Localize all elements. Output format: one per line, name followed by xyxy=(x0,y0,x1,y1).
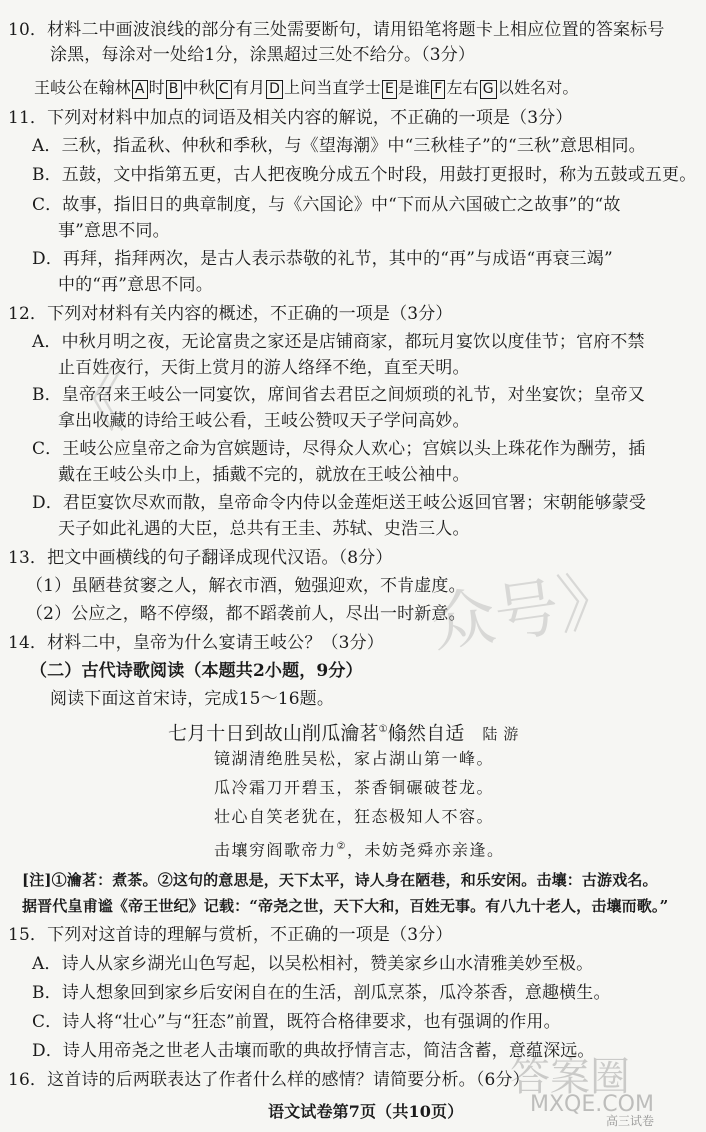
q12-option-a-line2: 止百姓夜行，天街上赏月的游人络绎不绝，直至天明。 xyxy=(58,358,470,378)
q15-option-b: B．诗人想象回到家乡后安闲自在的生活，剖瓜烹茶，瓜冷茶香，意趣横生。 xyxy=(32,983,611,1003)
q12-option-c-line2: 戴在王岐公头巾上，插戴不完的，就放在王岐公袖中。 xyxy=(58,465,470,485)
q12-option-d-line1: D．君臣宴饮尽欢而散，皇帝命令内侍以金莲炬送王岐公返回官署；宋朝能够蒙受 xyxy=(32,493,647,513)
q10-label-box: D xyxy=(266,80,283,99)
q10-line1: 10．材料二中画波浪线的部分有三处需要断句，请用铅笔将题卡上相应位置的答案标号 xyxy=(8,20,665,40)
q10-seg: 有月 xyxy=(232,78,266,97)
q12-option-c-line1: C．王岐公应皇帝之命为宫嫔题诗，尽得众人欢心；宫嫔以头上珠花作为酬劳，插 xyxy=(32,439,646,459)
poem-title-tail: 翛然自适 xyxy=(387,722,465,745)
q10-label-box: G xyxy=(480,80,497,99)
watermark-logo-text: 答案圈 xyxy=(510,1054,630,1100)
watermark-text: 众号》 xyxy=(426,561,628,662)
poem-note-mark-2: ② xyxy=(336,841,347,852)
q13-stem: 13．把文中画横线的句子翻译成现代汉语。（8分） xyxy=(8,548,393,568)
poem-author: 陆游 xyxy=(482,725,525,744)
q11-option-a: A．三秋，指孟秋、仲秋和季秋，与《望海潮》中“三秋桂子”的“三秋”意思相同。 xyxy=(32,136,646,156)
q10-seg: 上问当直学士 xyxy=(284,78,381,97)
q13-item-1: （1）虽陋巷贫窭之人，解衣市酒，勉强迎欢，不肯虚度。 xyxy=(26,576,466,596)
poem-title-main: 七月十日到故山削瓜瀹茗 xyxy=(168,722,379,745)
q13-item-2: （2）公应之，略不停缀，都不蹈袭前人，尽出一时新意。 xyxy=(26,604,466,624)
q12-option-d-line2: 天子如此礼遇的大臣，总共有王圭、苏轼、史浩三人。 xyxy=(58,519,470,539)
poem-line-4 xyxy=(214,835,505,862)
q10-label-box: B xyxy=(166,80,182,99)
q14-stem: 14．材料二中，皇帝为什么宴请王岐公？（3分） xyxy=(8,633,384,653)
q11-option-b: B．五鼓，文中指第五更，古人把夜晚分成五个时段，用鼓打更报时，称为五鼓或五更。 xyxy=(32,165,697,185)
q10-example-sentence xyxy=(34,76,579,100)
q11-option-c-line1: C．故事，指旧日的典章制度，与《六国论》中“下而从六国破亡之故事”的“故 xyxy=(32,195,621,215)
q11-stem: 11．下列对材料中加点的词语及相关内容的解说，不正确的一项是（3分） xyxy=(8,108,573,128)
poem-line-4-part2: ，未妨尧舜亦亲逢。 xyxy=(346,840,505,860)
q12-option-b-line1: B．皇帝召来王岐公一同宴饮，席间省去君臣之间烦琐的礼节，对坐宴饮；皇帝又 xyxy=(32,385,645,405)
q10-label-box: A xyxy=(132,80,148,99)
q10-seg: 左右 xyxy=(446,78,479,97)
watermark-caption: 高三试卷 xyxy=(606,1114,655,1128)
q16-stem: 16．这首诗的后两联表达了作者什么样的感情？请简要分析。（6分） xyxy=(8,1070,530,1090)
annotation-line-2: 据晋代皇甫谧《帝王世纪》记载：“帝尧之世，天下大和，百姓无事。有八九十老人，击壤而歌。” xyxy=(22,897,669,915)
watermark-site: MXQE.COM xyxy=(530,1092,654,1117)
poem-line-4-part1: 击壤穷阎歌帝力 xyxy=(214,840,337,860)
q15-stem: 15．下列对这首诗的理解与赏析，不正确的一项是（3分） xyxy=(8,925,453,945)
q11-option-d-line1: D．再拜，指拜两次，是古人表示恭敬的礼节，其中的“再”与成语“再衰三竭” xyxy=(32,249,613,269)
poem-line-1: 镜湖清绝胜吴松，家占湖山第一峰。 xyxy=(214,749,495,768)
q10-seg: 是谁 xyxy=(397,78,431,97)
q10-line2: 涂黑，每涂对一处给1分，涂黑超过三处不给分。（3分） xyxy=(50,45,476,65)
q10-seg: 中秋 xyxy=(182,78,215,97)
watermark-bracket: 《 xyxy=(56,360,126,442)
q10-label-box: C xyxy=(216,80,232,99)
q15-option-a: A．诗人从家乡湖光山色写起，以吴松相衬，赞美家乡山水清雅美妙至极。 xyxy=(32,954,594,974)
reading-instruction: 阅读下面这首宋诗，完成15～16题。 xyxy=(50,689,334,709)
poem-title xyxy=(168,718,524,746)
q10-seg: 时 xyxy=(148,78,165,97)
q15-option-d: D．诗人用帝尧之世老人击壤而歌的典故抒情言志，简洁含蓄，意蕴深远。 xyxy=(32,1041,595,1061)
q12-stem: 12．下列对材料有关内容的概述，不正确的一项是（3分） xyxy=(8,304,453,324)
q12-option-b-line2: 拿出收藏的诗给王岐公看，王岐公赞叹天子学问高妙。 xyxy=(58,411,470,431)
poem-note-mark: ① xyxy=(378,724,388,735)
section-heading: （二）古代诗歌阅读（本题共2小题，9分） xyxy=(30,661,363,681)
page-footer: 语文试卷第7页（共10页） xyxy=(268,1102,464,1121)
q10-seg: 以姓名对。 xyxy=(497,78,579,97)
q11-option-d-line2: 中的“再”意思不同。 xyxy=(58,275,213,295)
poem-line-3: 壮心自笑老犹在，狂态极知人不容。 xyxy=(214,807,495,826)
q12-option-a-line1: A．中秋月明之夜，无论富贵之家还是店铺商家，都玩月宴饮以度佳节；官府不禁 xyxy=(32,332,645,352)
annotation-line-1: [注]①瀹茗：煮茶。②这句的意思是，天下太平，诗人身在陋巷，和乐安闲。击壤：古游戏名。 xyxy=(22,871,658,889)
q10-label-box: F xyxy=(431,80,445,99)
q15-option-c: C．诗人将“壮心”与“狂态”前置，既符合格律要求，也有强调的作用。 xyxy=(32,1012,561,1032)
q10-seg: 王岐公在翰林 xyxy=(34,78,131,97)
q10-label-box: E xyxy=(382,80,397,99)
q11-option-c-line2: 事”意思不同。 xyxy=(58,221,170,241)
poem-line-2: 瓜冷霜刀开碧玉，茶香铜碾破苍龙。 xyxy=(214,778,495,797)
